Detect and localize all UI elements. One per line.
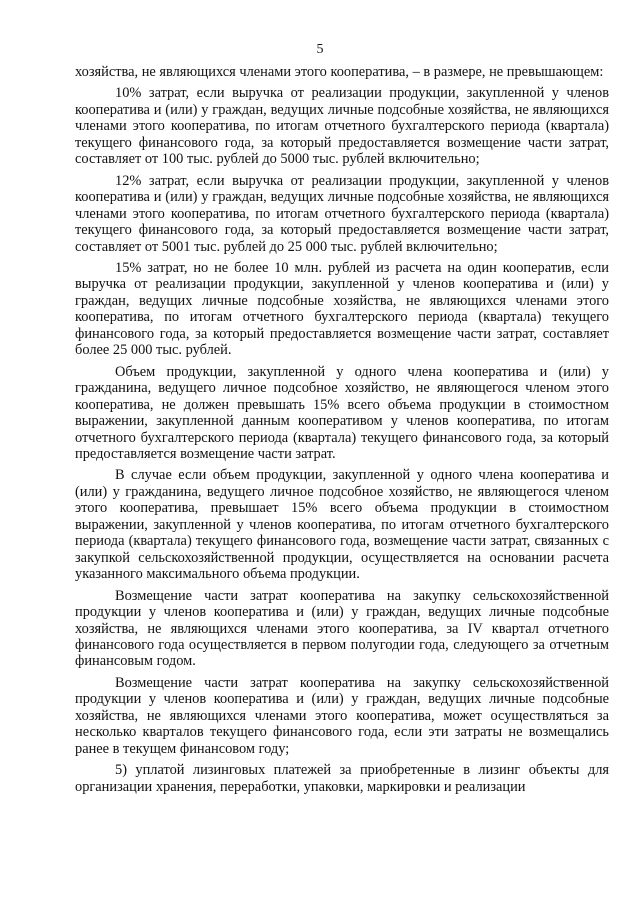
- paragraph: хозяйства, не являющихся членами этого кооператива, – в размере, не превышающем:: [75, 64, 604, 80]
- paragraph: Возмещение части затрат кооператива на закупку сельскохозяйственной продукции у членов кооператива и (или) у граждан, ведущих личные подсобные хозяйства, не являющихся членами этого кооператива, за IV квартал отчетного финансового года осуществляется в первом полугодии года, следующего за отчетным финансовым годом.: [75, 587, 609, 670]
- paragraph: Возмещение части затрат кооператива на закупку сельскохозяйственной продукции у членов кооператива и (или) у граждан, ведущих личные подсобные хозяйства, не являющихся членами этого кооператива, может осуществляться за несколько кварталов текущего финансового года, если эти затраты не возмещались ранее в текущем финансовом году;: [75, 674, 609, 757]
- paragraph: 5) уплатой лизинговых платежей за приобретенные в лизинг объекты для организации хранения, переработки, упаковки, маркировки и реализации: [75, 762, 609, 795]
- paragraph: 12% затрат, если выручка от реализации продукции, закупленной у членов кооператива и (или) у граждан, ведущих личные подсобные хозяйства, не являющихся членами этого кооператива, по итогам отчетного бухгалтерского периода (квартала) текущего финансового года, за который предоставляется возмещение части затрат, составляет от 5001 тыс. рублей до 25 000 тыс. рублей включительно;: [75, 172, 609, 255]
- paragraph: 10% затрат, если выручка от реализации продукции, закупленной у членов кооператива и (или) у граждан, ведущих личные подсобные хозяйства, не являющихся членами этого кооператива, по итогам отчетного бухгалтерского периода (квартала) текущего финансового года, за который предоставляется возмещение части затрат, составляет от 100 тыс. рублей до 5000 тыс. рублей включительно;: [75, 85, 609, 168]
- document-body: [75, 64, 609, 795]
- page-number: 5: [316, 42, 324, 57]
- paragraph: В случае если объем продукции, закупленной у одного члена кооператива и (или) у гражданина, ведущего личное подсобное хозяйство, не являющегося членом этого кооператива, превышает 15% всего объема продукции в стоимостном выражении, закупленной у членов кооператива, по итогам отчетного бухгалтерского периода (квартала) текущего финансового года, возмещение части затрат, связанных с закупкой сельскохозяйственной продукции, осуществляется на основании расчета указанного максимального объема продукции.: [75, 467, 609, 583]
- paragraph: 15% затрат, но не более 10 млн. рублей из расчета на один кооператив, если выручка от реализации продукции, закупленной у членов кооператива и (или) у граждан, ведущих личные подсобные хозяйства, не являющихся членами этого кооператива, по итогам отчетного бухгалтерского периода (квартала) текущего финансового года, за который предоставляется возмещение части затрат, составляет более 25 000 тыс. рублей.: [75, 259, 609, 359]
- paragraph: Объем продукции, закупленной у одного члена кооператива и (или) у гражданина, ведущего личное подсобное хозяйство, не являющегося членом этого кооператива, не должен превышать 15% всего объема продукции в стоимостном выражении, закупленной данным кооперативом у членов кооператива, по итогам отчетного бухгалтерского периода (квартала) текущего финансового года, за который предоставляется возмещение части затрат.: [75, 363, 609, 462]
